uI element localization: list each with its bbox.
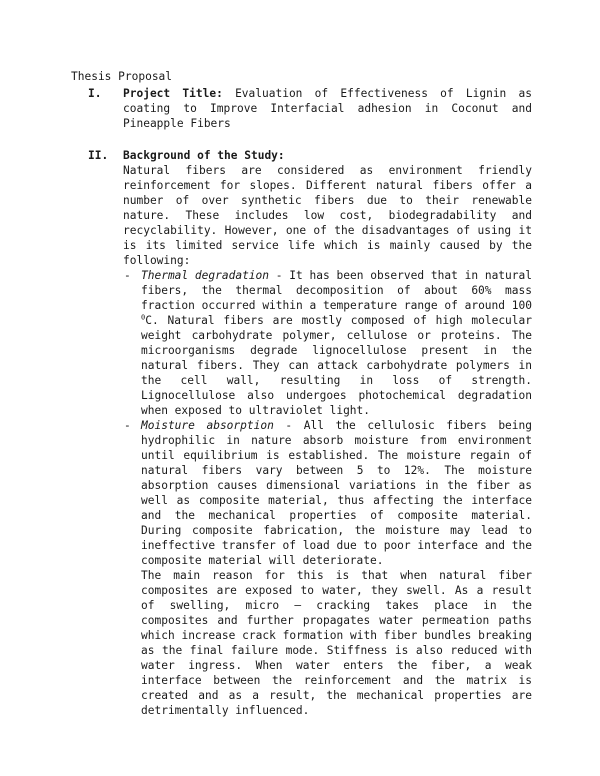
bullet-term: Moisture absorption	[141, 419, 274, 432]
project-title-value: Evaluation of Effectiveness of Lignin as coating to Improve Interfacial adhesion in Coconut and Pineapple Fibers	[123, 87, 533, 130]
bullet-text-cont: C. Natural fibers are mostly composed of high molecular weight carbohydrate polymer, cellulose or proteins. The microorganisms degrade lignocellulose present in the natural fibers. They can attack carbohydrate polymers in the cell wall, resulting in loss of strength. Lignocellulose also undergoes photochemical degradation when exposed to ultraviolet light.	[141, 314, 532, 417]
bullet-text: - All the cellulosic fibers being hydrophilic in nature absorb moisture from environment until equilibrium is established. The moisture regain of natural fibers vary between 5 to 12%. The moisture absorption causes dimensional variations in the fiber as well as composite material, thus affecting the interface and the mechanical properties of composite material. During composite fabrication, the moisture may lead to ineffective transfer of load due to poor interface and the composite material will deteriorate.	[141, 419, 532, 567]
list-item-moisture-absorption	[123, 418, 532, 568]
section-project-title	[88, 86, 532, 131]
section-numeral: II.	[88, 149, 109, 162]
section-background	[88, 148, 532, 718]
list-item-thermal-degradation	[123, 268, 532, 418]
bullet-term: Thermal degradation	[141, 269, 270, 282]
background-intro-paragraph: Natural fibers are considered as environment friendly reinforcement for slopes. Different natural fibers offer a number of over synthetic fibers due to their renewable nature. These includes low cost, biodegradability and recyclability. However, one of the disadvantages of using it is its limited service life which is mainly caused by the following:	[123, 164, 532, 267]
project-title-label: Project Title:	[123, 87, 223, 100]
section-numeral: I.	[88, 87, 102, 100]
bullet-text: - It has been observed that in natural fibers, the thermal decomposition of about 60% mass fraction occurred within a temperature range of around 100	[141, 269, 532, 312]
document-header: Thesis Proposal	[71, 70, 173, 83]
closing-paragraph: The main reason for this is that when natural fiber composites are exposed to water, they swell. As a result of swelling, micro – cracking takes place in the composites and further propagates water permeation paths which increase crack formation with fiber bundles breaking as the final failure mode. Stiffness is also reduced with water ingress. When water enters the fiber, a weak interface between the reinforcement and the matrix is created and as a result, the mechanical properties are detrimentally influenced.	[141, 569, 532, 717]
bullet-dash: -	[124, 269, 131, 282]
project-title-text	[123, 86, 532, 131]
degree-mark: 0	[141, 313, 146, 322]
background-heading: Background of the Study:	[123, 149, 285, 162]
bullet-dash: -	[124, 419, 131, 432]
